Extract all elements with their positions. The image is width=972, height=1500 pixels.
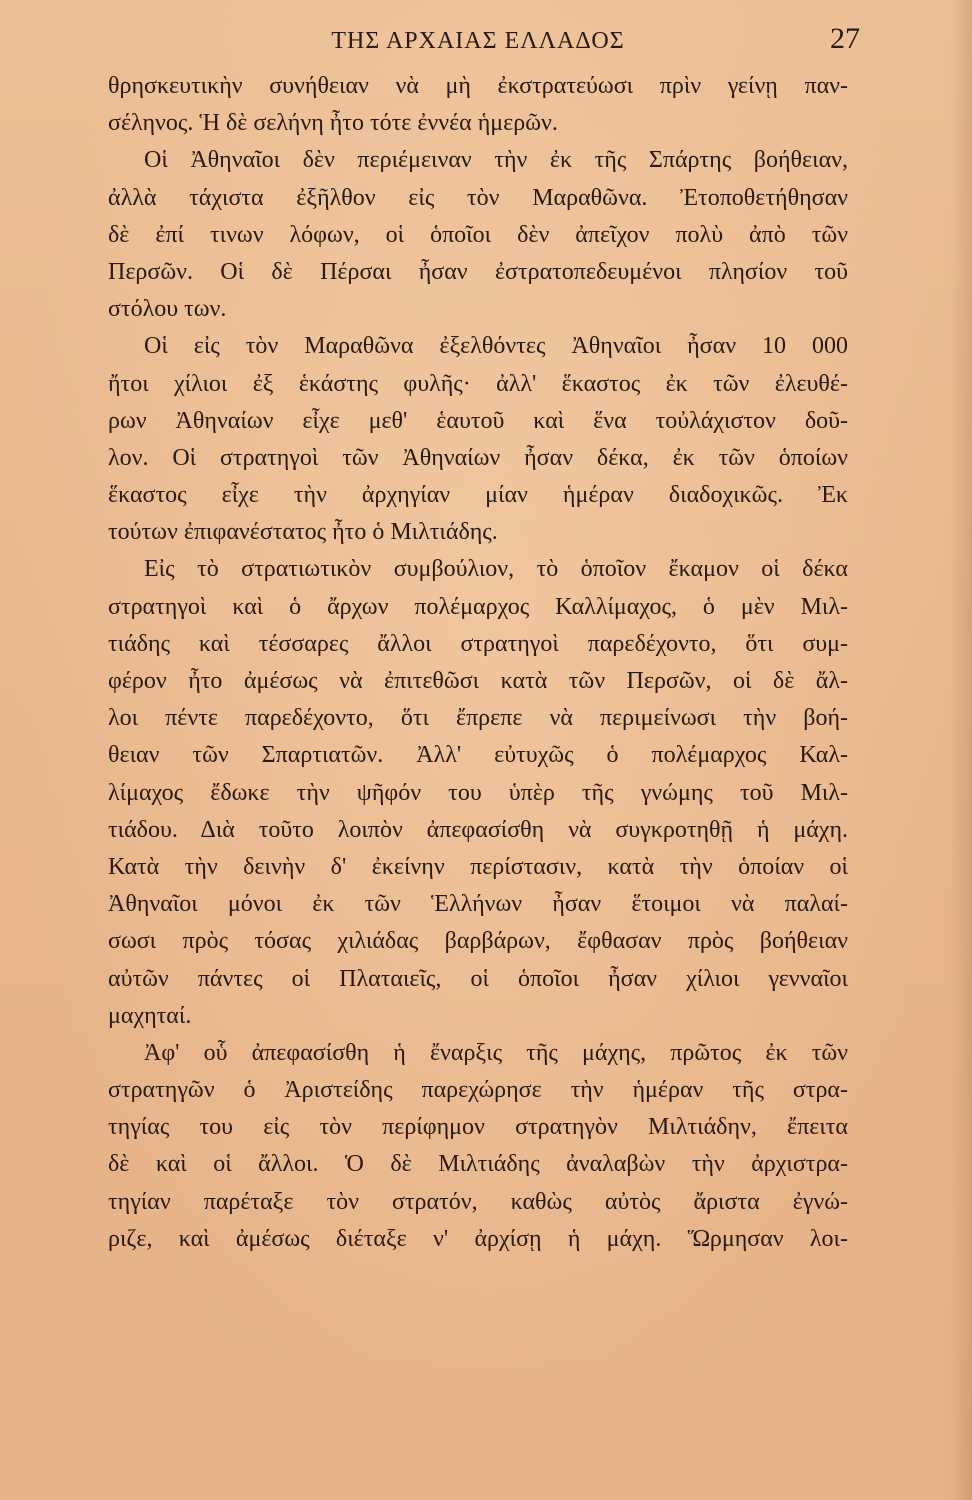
text-line: θρησκευτικὴν συνήθειαν νὰ μὴ ἐκστρατεύωσι πρὶν γείνῃ παν- [108,73,848,99]
text-line: δὲ καὶ οἱ ἄλλοι. Ὁ δὲ Μιλτιάδης ἀναλαβὼν τὴν ἀρχιστρα- [108,1151,848,1178]
text-line: ρων Ἀθηναίων εἶχε μεθ' ἑαυτοῦ καὶ ἕνα τοὐλάχιστον δοῦ- [108,407,848,434]
text-line: ἕκαστος εἶχε τὴν ἀρχηγίαν μίαν ἡμέραν διαδοχικῶς. Ἐκ [108,482,848,509]
text-line: τηγίας του εἰς τὸν περίφημον στρατηγὸν Μιλτιάδην, ἔπειτα [108,1114,848,1141]
text-line: τούτων ἐπιφανέστατος ἦτο ὁ Μιλτιάδης. [108,519,498,546]
running-head: ΤΗΣ ΑΡΧΑΙΑΣ ΕΛΛΑΔΟΣ [331,28,625,54]
text-line: Οἱ εἰς τὸν Μαραθῶνα ἐξελθόντες Ἀθηναῖοι ἦσαν 10 000 [144,333,848,360]
text-line: τιάδου. Διὰ τοῦτο λοιπὸν ἀπεφασίσθη νὰ συγκροτηθῇ ἡ μάχη. [108,816,848,843]
text-line: ἤτοι χίλιοι ἐξ ἑκάστης φυλῆς· ἀλλ' ἕκαστος ἐκ τῶν ἐλευθέ- [108,370,848,397]
text-line: ριζε, καὶ ἀμέσως διέταξε ν' ἀρχίσῃ ἡ μάχη. Ὥρμησαν λοι- [108,1225,848,1252]
page-number: 27 [830,22,860,55]
page-header [108,22,860,56]
page-edge-shadow [950,0,972,1500]
text-line: Κατὰ τὴν δεινὴν δ' ἐκείνην περίστασιν, κατὰ τὴν ὁποίαν οἱ [108,853,848,880]
text-line: αὐτῶν πάντες οἱ Πλαταιεῖς, οἱ ὁποῖοι ἦσαν χίλιοι γενναῖοι [108,965,848,992]
text-line: σωσι πρὸς τόσας χιλιάδας βαρβάρων, ἔφθασαν πρὸς βοήθειαν [108,928,848,955]
text-line: ἀλλὰ τάχιστα ἐξῆλθον εἰς τὸν Μαραθῶνα. Ἐτοποθετήθησαν [108,184,848,211]
text-line: λον. Οἱ στρατηγοὶ τῶν Ἀθηναίων ἦσαν δέκα, ἐκ τῶν ὁποίων [108,444,848,471]
text-line: μαχηταί. [108,1002,192,1029]
text-line: Οἱ Ἀθηναῖοι δὲν περιέμειναν τὴν ἐκ τῆς Σπάρτης βοήθειαν, [144,147,848,174]
text-line: στρατηγοὶ καὶ ὁ ἄρχων πολέμαρχος Καλλίμαχος, ὁ μὲν Μιλ- [108,593,848,620]
text-line: δὲ ἐπί τινων λόφων, οἱ ὁποῖοι δὲν ἀπεῖχον πολὺ ἀπὸ τῶν [108,221,848,248]
text-line: στόλου των. [108,296,227,323]
text-line: φέρον ἦτο ἀμέσως νὰ ἐπιτεθῶσι κατὰ τῶν Περσῶν, οἱ δὲ ἄλ- [108,668,848,694]
text-line: λοι πέντε παρεδέχοντο, ὅτι ἔπρεπε νὰ περιμείνωσι τὴν βοή- [108,705,848,732]
text-line: στρατηγῶν ὁ Ἀριστείδης παρεχώρησε τὴν ἡμέραν τῆς στρα- [108,1077,848,1104]
body-text [108,68,848,1258]
text-line: σέληνος. Ἡ δὲ σελήνη ἦτο τότε ἐννέα ἡμερῶν. [108,110,558,137]
text-line: τιάδης καὶ τέσσαρες ἄλλοι στρατηγοὶ παρεδέχοντο, ὅτι συμ- [108,630,848,657]
text-line: θειαν τῶν Σπαρτιατῶν. Ἀλλ' εὐτυχῶς ὁ πολέμαρχος Καλ- [108,742,848,769]
text-line: Περσῶν. Οἱ δὲ Πέρσαι ἦσαν ἐστρατοπεδευμένοι πλησίον τοῦ [108,258,848,285]
text-line: Ἀθηναῖοι μόνοι ἐκ τῶν Ἑλλήνων ἦσαν ἕτοιμοι νὰ παλαί- [108,891,848,918]
text-line: Ἀφ' οὗ ἀπεφασίσθη ἡ ἔναρξις τῆς μάχης, πρῶτος ἐκ τῶν [144,1039,848,1066]
text-line: τηγίαν παρέταξε τὸν στρατόν, καθὼς αὐτὸς ἄριστα ἐγνώ- [108,1188,848,1215]
text-line: λίμαχος ἔδωκε τὴν ψῆφόν του ὑπὲρ τῆς γνώμης τοῦ Μιλ- [108,779,848,806]
text-line: Εἰς τὸ στρατιωτικὸν συμβούλιον, τὸ ὁποῖον ἔκαμον οἱ δέκα [144,556,848,583]
